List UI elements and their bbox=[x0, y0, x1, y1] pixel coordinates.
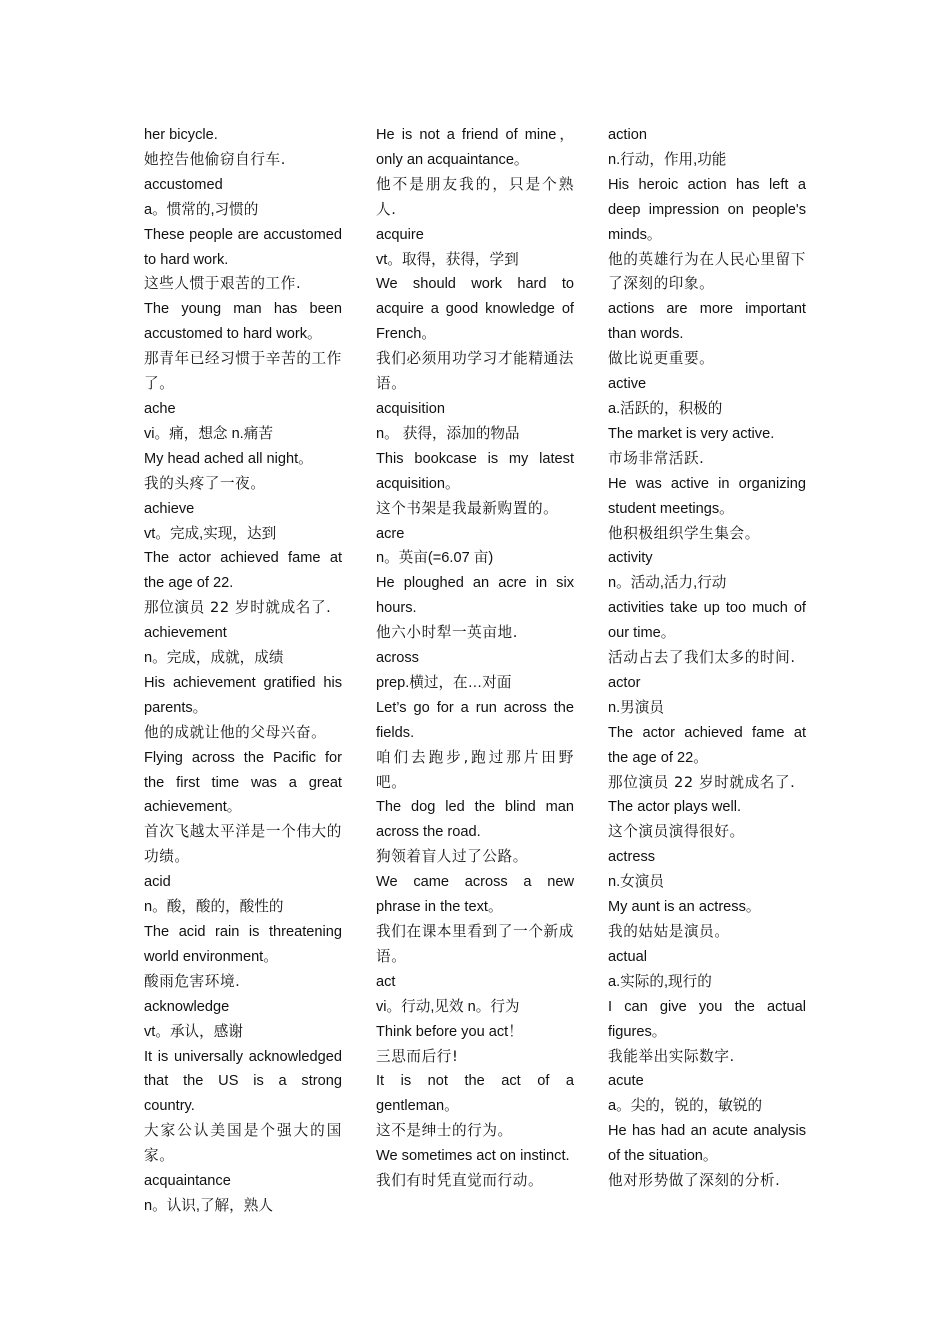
text-paragraph: 我们有时凭直觉而行动。 bbox=[376, 1172, 544, 1190]
text-paragraph: n。认识,了解，熟人 bbox=[144, 1197, 273, 1214]
text-paragraph: 他的英雄行为在人民心里留下了深刻的印象。 bbox=[608, 250, 806, 293]
text-paragraph: 做比说更重要。 bbox=[608, 350, 715, 368]
text-paragraph: He is not a friend of mine，only an acquaintance。 bbox=[376, 127, 574, 168]
text-paragraph: achieve bbox=[144, 500, 195, 517]
text-paragraph: across bbox=[376, 650, 419, 667]
text-paragraph: 那位演员 22 岁时就成名了. bbox=[608, 773, 796, 791]
text-paragraph: n.男演员 bbox=[608, 699, 664, 716]
text-paragraph: The actor achieved fame at the age of 22。 bbox=[608, 724, 806, 766]
text-paragraph: n。完成，成就，成绩 bbox=[144, 650, 284, 667]
text-paragraph: My aunt is an actress。 bbox=[608, 899, 761, 916]
text-paragraph: This bookcase is my latest acquisition。 bbox=[376, 450, 574, 492]
text-paragraph: 他积极组织学生集会。 bbox=[608, 524, 760, 542]
text-paragraph: Let’s go for a run across the fields. bbox=[376, 699, 574, 741]
text-paragraph: The dog led the blind man across the road. bbox=[376, 799, 574, 841]
text-paragraph: vt。承认，感谢 bbox=[144, 1023, 243, 1040]
text-paragraph: 我的头疼了一夜。 bbox=[144, 474, 266, 492]
text-paragraph: achievement bbox=[144, 625, 227, 642]
text-paragraph: actress bbox=[608, 849, 656, 866]
text-paragraph: His achievement gratified his parents。 bbox=[144, 674, 342, 716]
text-column-1 bbox=[144, 123, 342, 1219]
text-paragraph: n。活动,活力,行动 bbox=[608, 575, 727, 592]
text-paragraph: It is not the act of a gentleman。 bbox=[376, 1073, 574, 1115]
text-column-3 bbox=[608, 123, 806, 1194]
text-paragraph: 他六小时犁一英亩地. bbox=[376, 624, 518, 642]
text-paragraph: Flying across the Pacific for the first time was a great achievement。 bbox=[144, 749, 342, 816]
text-paragraph: The actor achieved fame at the age of 22. bbox=[144, 550, 342, 592]
text-paragraph: vi。痛，想念 n.痛苦 bbox=[144, 425, 273, 442]
text-paragraph: I can give you the actual figures。 bbox=[608, 998, 806, 1040]
text-paragraph: a。尖的，锐的，敏锐的 bbox=[608, 1098, 763, 1115]
text-paragraph: It is universally acknowledged that the US is a strong country. bbox=[144, 1048, 342, 1115]
text-paragraph: acquisition bbox=[376, 400, 445, 417]
text-paragraph: 市场非常活跃. bbox=[608, 449, 705, 467]
text-paragraph: We came across a new phrase in the text。 bbox=[376, 874, 574, 916]
text-paragraph: 我们必须用功学习才能精通法语。 bbox=[376, 350, 574, 393]
text-paragraph: acute bbox=[608, 1073, 644, 1090]
text-paragraph: The acid rain is threatening world environment。 bbox=[144, 924, 342, 965]
text-paragraph: 首次飞越太平洋是一个伟大的功绩。 bbox=[144, 823, 342, 866]
text-paragraph: 他的成就让他的父母兴奋。 bbox=[144, 723, 327, 741]
text-paragraph: My head ached all night。 bbox=[144, 450, 313, 467]
text-paragraph: vt。完成,实现，达到 bbox=[144, 525, 277, 542]
text-paragraph: We sometimes act on instinct. bbox=[376, 1148, 570, 1165]
text-paragraph: 那位演员 22 岁时就成名了. bbox=[144, 599, 332, 617]
text-paragraph: vi。行动,见效 n。行为 bbox=[376, 998, 520, 1015]
text-paragraph: 这些人惯于艰苦的工作. bbox=[144, 275, 302, 293]
text-paragraph: actor bbox=[608, 674, 641, 691]
text-paragraph: actual bbox=[608, 948, 647, 965]
text-paragraph: a.活跃的，积极的 bbox=[608, 400, 723, 417]
text-paragraph: These people are accustomed to hard work. bbox=[144, 226, 342, 268]
text-column-2 bbox=[376, 123, 574, 1194]
text-paragraph: Think before you act！ bbox=[376, 1023, 523, 1040]
text-paragraph: active bbox=[608, 376, 647, 393]
text-paragraph: action bbox=[608, 127, 647, 143]
text-paragraph: 我的姑姑是演员。 bbox=[608, 923, 730, 940]
text-paragraph: ache bbox=[144, 400, 176, 417]
text-paragraph: 我能举出实际数字. bbox=[608, 1047, 735, 1065]
text-paragraph: 咱们去跑步,跑过那片田野吧。 bbox=[376, 748, 574, 791]
text-paragraph: 我们在课本里看到了一个新成语。 bbox=[376, 923, 574, 965]
text-paragraph: acre bbox=[376, 525, 405, 542]
text-paragraph: acquaintance bbox=[144, 1173, 231, 1190]
text-paragraph: n.行动，作用,功能 bbox=[608, 151, 727, 168]
text-paragraph: 大家公认美国是个强大的国家。 bbox=[144, 1122, 342, 1165]
text-paragraph: The young man has been accustomed to hard work。 bbox=[144, 301, 342, 343]
text-paragraph: 他不是朋友我的，只是个熟人. bbox=[376, 175, 574, 218]
text-paragraph: 这个书架是我最新购置的。 bbox=[376, 499, 559, 517]
text-paragraph: He ploughed an acre in six hours. bbox=[376, 575, 574, 617]
text-paragraph: her bicycle. bbox=[144, 127, 218, 143]
text-paragraph: vt。取得，获得，学到 bbox=[376, 251, 519, 268]
text-paragraph: n。酸，酸的，酸性的 bbox=[144, 899, 284, 916]
text-paragraph: His heroic action has left a deep impression on people's minds。 bbox=[608, 176, 806, 243]
text-paragraph: He has had an acute analysis of the situation。 bbox=[608, 1123, 806, 1165]
text-paragraph: 狗领着盲人过了公路。 bbox=[376, 848, 528, 866]
text-paragraph: The market is very active. bbox=[608, 425, 775, 442]
text-paragraph: actions are more important than words. bbox=[608, 301, 806, 343]
text-paragraph: acid bbox=[144, 874, 171, 891]
text-paragraph: n.女演员 bbox=[608, 874, 664, 891]
text-paragraph: 他对形势做了深刻的分析. bbox=[608, 1172, 781, 1190]
text-paragraph: a.实际的,现行的 bbox=[608, 973, 712, 990]
text-paragraph: The actor plays well. bbox=[608, 799, 742, 816]
text-paragraph: 这个演员演得很好。 bbox=[608, 823, 745, 841]
text-paragraph: 她控告他偷窃自行车. bbox=[144, 150, 286, 168]
text-paragraph: 酸雨危害环境. bbox=[144, 972, 241, 990]
text-paragraph: 那青年已经习惯于辛苦的工作了。 bbox=[144, 350, 342, 393]
text-paragraph: activities take up too much of our time。 bbox=[608, 600, 806, 642]
text-paragraph: activity bbox=[608, 550, 653, 567]
text-paragraph: n。英亩(=6.07 亩) bbox=[376, 550, 494, 567]
text-paragraph: 三思而后行! bbox=[376, 1047, 459, 1065]
text-paragraph: acquire bbox=[376, 226, 424, 243]
text-paragraph: 活动占去了我们太多的时间. bbox=[608, 649, 796, 667]
text-paragraph: 这不是绅士的行为。 bbox=[376, 1122, 513, 1140]
text-paragraph: accustomed bbox=[144, 176, 223, 193]
text-paragraph: We should work hard to acquire a good knowledge of French。 bbox=[376, 276, 574, 343]
text-paragraph: acknowledge bbox=[144, 998, 230, 1015]
text-paragraph: act bbox=[376, 973, 396, 990]
text-paragraph: a。惯常的,习惯的 bbox=[144, 201, 259, 218]
text-paragraph: He was active in organizing student meetings。 bbox=[608, 475, 806, 517]
text-paragraph: n。 获得，添加的物品 bbox=[376, 425, 520, 442]
text-paragraph: prep.横过，在…对面 bbox=[376, 674, 512, 691]
